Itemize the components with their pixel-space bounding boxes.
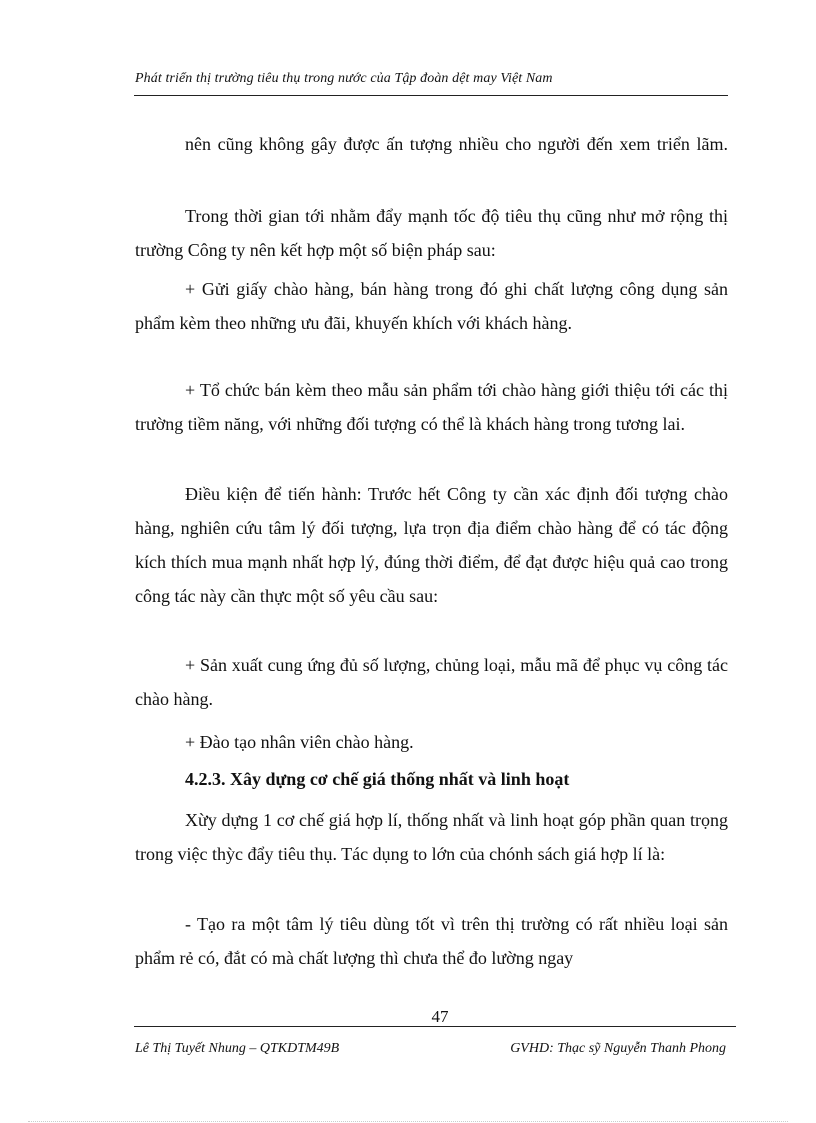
paragraph-3: + Gửi giấy chào hàng, bán hàng trong đó ghi chất lượng công dụng sản phẩm kèm theo những ưu đãi, khuyến khích với khách hàng.: [135, 279, 728, 333]
paragraph-9: - Tạo ra một tâm lý tiêu dùng tốt vì trên thị trường có rất nhiều loại sản phẩm rẻ có, đắt có mà chất lượng thì chưa thể đo lường ngay: [135, 914, 728, 968]
header-rule: [134, 95, 728, 96]
running-header: Phát triển thị trường tiêu thụ trong nước của Tập đoàn dệt may Việt Nam: [135, 71, 553, 86]
page-number: 47: [431, 1007, 449, 1026]
section-heading: 4.2.3. Xây dựng cơ chế giá thống nhất và linh hoạt: [185, 769, 570, 789]
footer-supervisor: GVHD: Thạc sỹ Nguyễn Thanh Phong: [510, 1041, 726, 1056]
page-bottom-dotted-rule: [28, 1121, 788, 1122]
paragraph-7: + Đào tạo nhân viên chào hàng.: [185, 732, 414, 752]
paragraph-4: + Tổ chức bán kèm theo mẫu sản phẩm tới chào hàng giới thiệu tới các thị trường tiềm năng, với những đối tượng có thể là khách hàng trong tương lai.: [135, 380, 728, 434]
paragraph-1: nên cũng không gây được ấn tượng nhiều cho người đến xem triển lãm.: [185, 134, 728, 154]
footer-rule: [134, 1026, 736, 1027]
paragraph-6: + Sản xuất cung ứng đủ số lượng, chủng loại, mẫu mã để phục vụ công tác chào hàng.: [135, 655, 728, 709]
paragraph-5: Điều kiện để tiến hành: Trước hết Công ty cần xác định đối tượng chào hàng, nghiên cứu tâm lý đối tượng, lựa trọn địa điểm chào hàng để có tác động kích thích mua mạnh nhất hợp lý, đúng thời điểm, để đạt được hiệu quả cao trong công tác này cần thực một số yêu cầu sau:: [135, 484, 728, 606]
footer-author: Lê Thị Tuyết Nhung – QTKDTM49B: [135, 1041, 340, 1056]
paragraph-2: Trong thời gian tới nhằm đẩy mạnh tốc độ tiêu thụ cũng như mở rộng thị trường Công ty nên kết hợp một số biện pháp sau:: [135, 206, 728, 260]
paragraph-8: Xừy dựng 1 cơ chế giá hợp lí, thống nhất và linh hoạt góp phần quan trọng trong việc thỳc đẩy tiêu thụ. Tác dụng to lớn của chónh sách giá hợp lí là:: [135, 810, 728, 864]
